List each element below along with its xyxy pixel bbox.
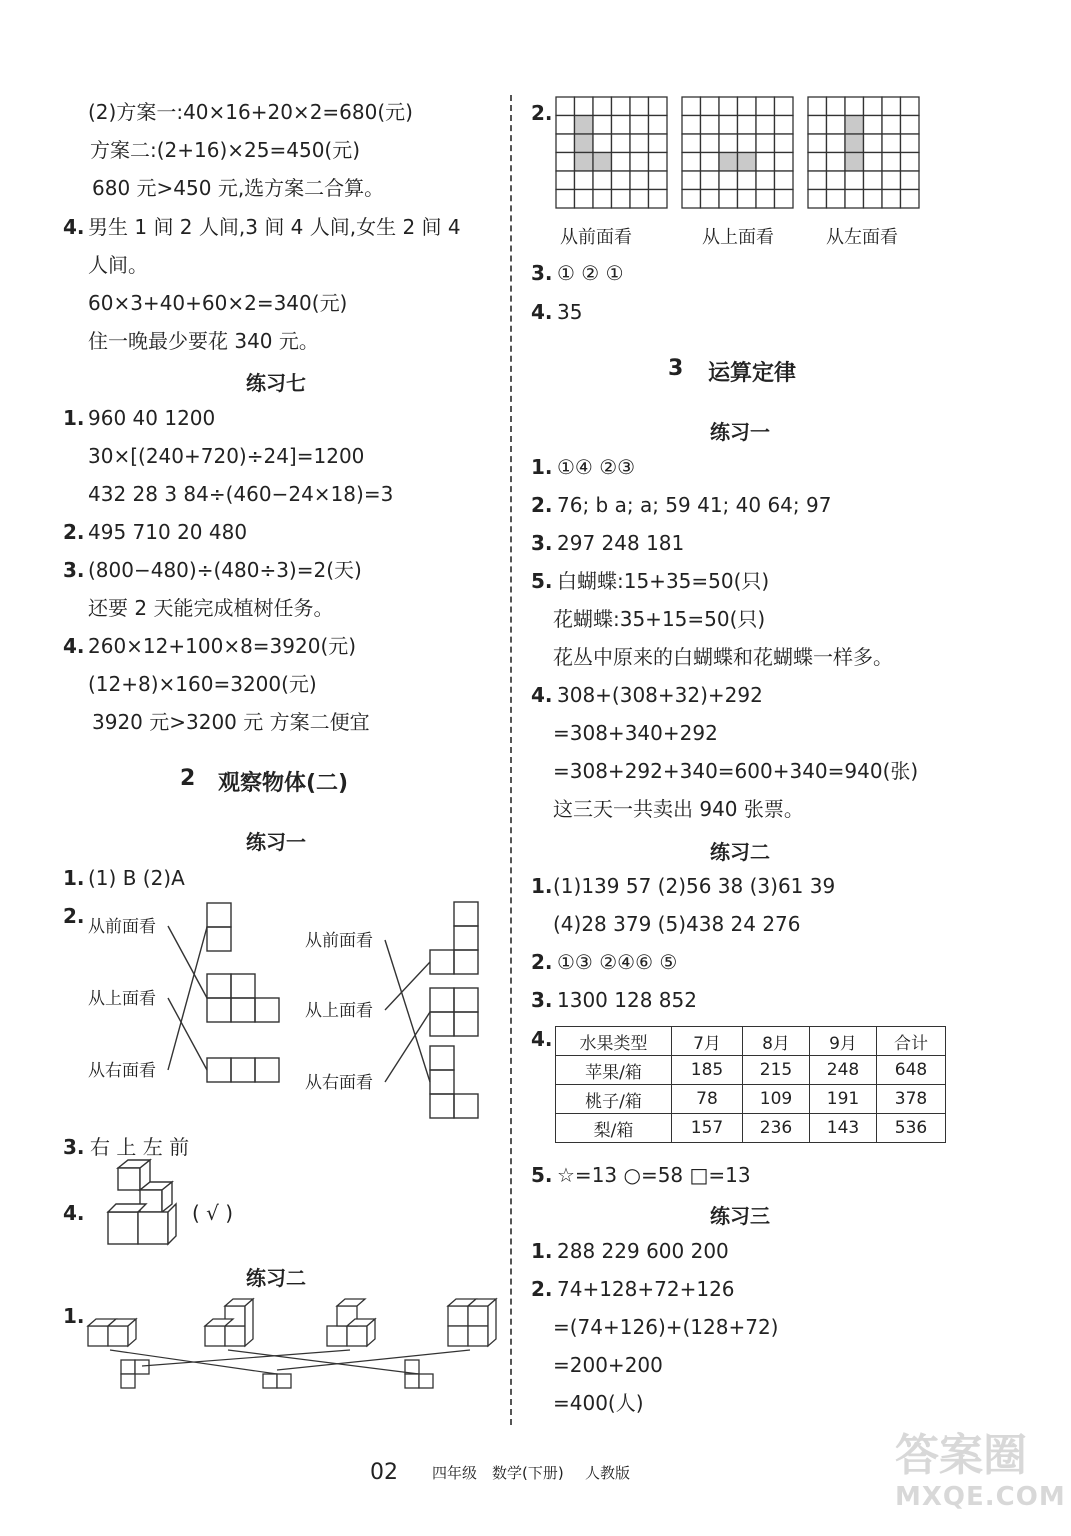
question-number: 3. [531, 988, 553, 1012]
solution-line: =200+200 [553, 1353, 663, 1377]
question-number: 3. [63, 558, 85, 582]
solution-line: 方案二:(2+16)×25=450(元) [90, 138, 361, 162]
grid-cell [649, 171, 668, 190]
grid-cell [775, 134, 794, 153]
grid-cell [649, 153, 668, 172]
table-cell: 梨/箱 [556, 1114, 672, 1143]
table-header-cell: 合计 [877, 1027, 946, 1056]
grid-cell [612, 190, 631, 209]
grid-cell [808, 190, 827, 209]
grid-cell [738, 134, 757, 153]
grid-cell [719, 116, 738, 135]
view-label-right: 从右面看 [88, 1061, 156, 1081]
view-label-front: 从前面看 [305, 931, 373, 951]
table-cell: 185 [672, 1056, 743, 1085]
solution-line: 60×3+40+60×2=340(元) [88, 291, 348, 315]
section-heading: 练习七 [246, 371, 306, 395]
grid-cell [593, 190, 612, 209]
grid-cell [682, 171, 701, 190]
grid-cell [864, 171, 883, 190]
grid-cell [738, 171, 757, 190]
table-cell: 215 [743, 1056, 810, 1085]
grid-cell [575, 134, 594, 153]
answer-text: 35 [557, 300, 583, 324]
grid-cell [756, 171, 775, 190]
answer-text: 住一晚最少要花 340 元。 [88, 329, 319, 353]
unit-number: 2 [180, 766, 196, 791]
grid-cell [556, 171, 575, 190]
table-row [556, 1056, 946, 1085]
grid-cell [556, 116, 575, 135]
grid-cell [845, 97, 864, 116]
grid-cell [864, 116, 883, 135]
grid-cell [682, 97, 701, 116]
grid-cell [630, 171, 649, 190]
grid-cell [556, 134, 575, 153]
watermark-url: MXQE.COM [895, 1482, 1066, 1512]
grid-cell [845, 171, 864, 190]
grid-cell [882, 97, 901, 116]
grid-cell [827, 171, 846, 190]
view-label-top: 从上面看 [305, 1001, 373, 1021]
grid-cell [649, 190, 668, 209]
grid-cell [630, 97, 649, 116]
question-number: 5. [531, 1163, 553, 1187]
question-number: 2. [531, 1277, 553, 1301]
table-cell: 248 [810, 1056, 877, 1085]
question-number: 1. [531, 1239, 553, 1263]
grid-cell [901, 153, 920, 172]
fruit-table [555, 1026, 946, 1143]
question-number: 1. [63, 866, 85, 890]
unit-title: 观察物体(二) [218, 771, 349, 796]
question-number: 4. [531, 683, 553, 707]
view-label-front: 从前面看 [88, 917, 156, 937]
answer-text: ① ② ① [557, 261, 624, 285]
grid-cell [701, 171, 720, 190]
solution-line: 680 元>450 元,选方案二合算。 [92, 176, 385, 200]
solution-line: =400(人) [553, 1391, 644, 1415]
grid-cell [882, 134, 901, 153]
question-number: 4. [63, 215, 85, 239]
table-cell: 236 [743, 1114, 810, 1143]
grid-cell [827, 116, 846, 135]
grid-cell [901, 116, 920, 135]
question-number: 1. [63, 1304, 85, 1328]
grid-cell [827, 134, 846, 153]
solution-line: 260×12+100×8=3920(元) [88, 634, 357, 658]
answer-text: 男生 1 间 2 人间,3 间 4 人间,女生 2 间 4 [88, 215, 461, 239]
grid-cell [630, 116, 649, 135]
grid-cell [845, 134, 864, 153]
grid-cell [775, 116, 794, 135]
answer-text: (1)139 57 (2)56 38 (3)61 39 [553, 874, 836, 898]
grid-cell [738, 116, 757, 135]
grid-cell [612, 116, 631, 135]
grid-cell [701, 116, 720, 135]
answer-text: 288 229 600 200 [557, 1239, 729, 1263]
footer-subject: 数学(下册) [492, 1464, 564, 1482]
grid-cell [901, 190, 920, 209]
section-heading: 练习三 [710, 1204, 770, 1228]
grid-cell [882, 171, 901, 190]
table-cell: 648 [877, 1056, 946, 1085]
grid-cell [612, 97, 631, 116]
grid-cell [556, 97, 575, 116]
grid-cell [808, 97, 827, 116]
table-cell: 536 [877, 1114, 946, 1143]
answer-text: (4)28 379 (5)438 24 276 [553, 912, 801, 936]
grid-cell [864, 97, 883, 116]
grid-cell [575, 97, 594, 116]
answer-text: 495 710 20 480 [88, 520, 248, 544]
table-row [556, 1114, 946, 1143]
answer-text: 花丛中原来的白蝴蝶和花蝴蝶一样多。 [553, 645, 893, 669]
table-header-row [556, 1027, 946, 1056]
question-number: 4. [63, 1201, 85, 1225]
check-mark-answer: ( √ ) [192, 1201, 234, 1225]
grid-cell [864, 134, 883, 153]
grid-cell [882, 190, 901, 209]
grid-cell [775, 97, 794, 116]
grid-cell [556, 153, 575, 172]
view-label-top: 从上面看 [88, 989, 156, 1009]
answer-text: 297 248 181 [557, 531, 685, 555]
solution-line: 白蝴蝶:15+35=50(只) [557, 569, 770, 593]
grid-cell [701, 134, 720, 153]
footer-edition: 人教版 [585, 1464, 631, 1482]
grid-cell [593, 171, 612, 190]
grid-cell [575, 116, 594, 135]
grid-cell [649, 134, 668, 153]
question-number: 1. [63, 406, 85, 430]
solution-line: 74+128+72+126 [557, 1277, 735, 1301]
table-cell: 苹果/箱 [556, 1056, 672, 1085]
grid-cell [575, 190, 594, 209]
grid-cell [775, 190, 794, 209]
footer-grade: 四年级 [432, 1464, 478, 1482]
grid-cell [882, 116, 901, 135]
grid-cell [845, 116, 864, 135]
answer-text: 这三天一共卖出 940 张票。 [553, 797, 804, 821]
grid-cell [808, 134, 827, 153]
solution-line: =308+292+340=600+340=940(张) [553, 759, 919, 783]
grid-cell [738, 97, 757, 116]
solution-line: 30×[(240+720)÷24]=1200 [88, 444, 365, 468]
grid-cell [612, 153, 631, 172]
grid-cell [775, 171, 794, 190]
table-cell: 143 [810, 1114, 877, 1143]
table-cell: 157 [672, 1114, 743, 1143]
table-header-cell: 7月 [672, 1027, 743, 1056]
solution-line: 花蝴蝶:35+15=50(只) [553, 607, 766, 631]
grid-cell [649, 116, 668, 135]
question-number: 2. [531, 101, 553, 125]
solution-line: 432 28 3 84÷(460−24×18)=3 [88, 482, 394, 506]
solution-line: =308+340+292 [553, 721, 718, 745]
unit-title: 运算定律 [708, 361, 797, 386]
question-number: 2. [531, 493, 553, 517]
grid-cell [738, 153, 757, 172]
answer-text: 960 40 1200 [88, 406, 216, 430]
grid-cell [701, 97, 720, 116]
solution-line: =(74+126)+(128+72) [553, 1315, 779, 1339]
grid-cell [845, 190, 864, 209]
view-label-left: 从左面看 [826, 227, 898, 248]
grid-cell [808, 116, 827, 135]
view-label-top: 从上面看 [702, 227, 774, 248]
answer-text: 右 上 左 前 [90, 1135, 190, 1159]
grid-cell [612, 171, 631, 190]
section-heading: 练习二 [710, 840, 770, 864]
grid-cell [808, 153, 827, 172]
grid-cell [593, 134, 612, 153]
grid-cell [756, 97, 775, 116]
grid-cell [864, 190, 883, 209]
answer-text: 3920 元>3200 元 方案二便宜 [92, 710, 370, 734]
table-cell: 78 [672, 1085, 743, 1114]
answer-text: 人间。 [88, 253, 148, 277]
question-number: 3. [63, 1135, 85, 1159]
grid-cell [845, 153, 864, 172]
grid-cell [827, 153, 846, 172]
view-label-right: 从右面看 [305, 1073, 373, 1093]
section-heading: 练习二 [246, 1266, 306, 1290]
table-header-cell: 水果类型 [556, 1027, 672, 1056]
grid-cell [756, 134, 775, 153]
question-number: 3. [531, 261, 553, 285]
grid-cell [864, 153, 883, 172]
grid-cell [630, 153, 649, 172]
section-heading: 练习一 [710, 420, 770, 444]
grid-cell [882, 153, 901, 172]
grid-cell [593, 116, 612, 135]
grid-cell [738, 190, 757, 209]
grid-cell [649, 97, 668, 116]
question-number: 2. [531, 950, 553, 974]
grid-cell [901, 134, 920, 153]
watermark-logo [895, 1430, 1065, 1530]
grid-cell [682, 153, 701, 172]
table-cell: 378 [877, 1085, 946, 1114]
grid-cell [630, 134, 649, 153]
answer-text: 1300 128 852 [557, 988, 697, 1012]
table-header-cell: 8月 [743, 1027, 810, 1056]
grid-cell [593, 97, 612, 116]
answer-text: ①③ ②④⑥ ⑤ [557, 950, 678, 974]
unit-number: 3 [668, 356, 684, 381]
answer-text: 还要 2 天能完成植树任务。 [88, 596, 334, 620]
grid-cell [575, 171, 594, 190]
table-header-cell: 9月 [810, 1027, 877, 1056]
table-cell: 桃子/箱 [556, 1085, 672, 1114]
solution-line: (12+8)×160=3200(元) [88, 672, 317, 696]
question-number: 5. [531, 569, 553, 593]
table-row [556, 1085, 946, 1114]
grid-cell [575, 153, 594, 172]
answer-text: ☆=13 ○=58 □=13 [557, 1163, 751, 1187]
grid-cell [682, 134, 701, 153]
grid-cell [593, 153, 612, 172]
table-cell: 109 [743, 1085, 810, 1114]
section-heading: 练习一 [246, 830, 306, 854]
grid-cell [756, 190, 775, 209]
question-number: 1. [531, 874, 553, 898]
grid-cell [701, 153, 720, 172]
grid-cell [719, 171, 738, 190]
question-number: 4. [531, 1027, 553, 1051]
solution-line: 308+(308+32)+292 [557, 683, 763, 707]
answer-text: 76; b a; a; 59 41; 40 64; 97 [557, 493, 832, 517]
question-number: 3. [531, 531, 553, 555]
watermark-text: 答案圈 [895, 1430, 1027, 1481]
grid-cell [612, 134, 631, 153]
page-number: 02 [370, 1460, 398, 1485]
question-number: 2. [63, 520, 85, 544]
question-number: 1. [531, 455, 553, 479]
grid-cell [719, 190, 738, 209]
grid-cell [756, 116, 775, 135]
view-label-front: 从前面看 [560, 227, 632, 248]
solution-line: (2)方案一:40×16+20×2=680(元) [88, 100, 413, 124]
question-number: 2. [63, 904, 85, 928]
grid-cell [701, 190, 720, 209]
grid-cell [556, 190, 575, 209]
answer-text: ①④ ②③ [557, 455, 636, 479]
grid-cell [827, 97, 846, 116]
grid-cell [901, 171, 920, 190]
grid-cell [630, 190, 649, 209]
grid-cell [827, 190, 846, 209]
grid-cell [682, 190, 701, 209]
grid-cell [808, 171, 827, 190]
question-number: 4. [63, 634, 85, 658]
answer-text: (1) B (2)A [88, 866, 185, 890]
question-number: 4. [531, 300, 553, 324]
grid-cell [901, 97, 920, 116]
table-cell: 191 [810, 1085, 877, 1114]
grid-cell [719, 134, 738, 153]
grid-cell [719, 97, 738, 116]
solution-line: (800−480)÷(480÷3)=2(天) [88, 558, 362, 582]
grid-cell [719, 153, 738, 172]
grid-cell [682, 116, 701, 135]
grid-cell [775, 153, 794, 172]
grid-cell [756, 153, 775, 172]
